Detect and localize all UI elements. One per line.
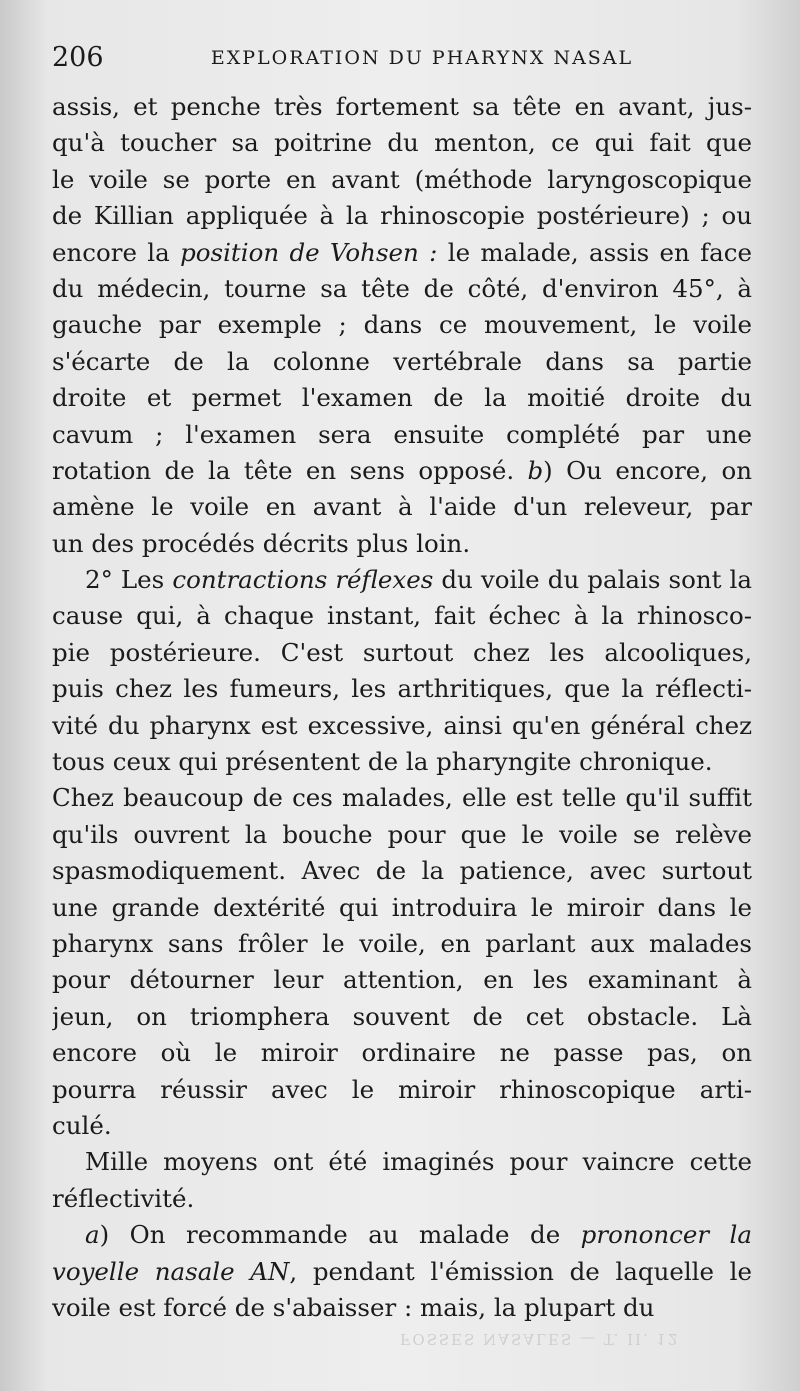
- text-segment: , pendant l'émission de laquelle le: [289, 1256, 752, 1286]
- text-segment: ) On recommande au malade de: [99, 1220, 581, 1250]
- italic-text: position de Vohsen :: [180, 237, 438, 267]
- italic-text: a: [85, 1220, 100, 1250]
- text-line: [52, 1108, 752, 1144]
- text-line: [52, 1217, 752, 1253]
- text-segment: du médecin, tourne sa tête de côté, d'environ 45°, à: [52, 273, 752, 303]
- text-segment: puis chez les fumeurs, les arthritiques, que la réflecti-: [52, 674, 752, 704]
- text-line: [52, 671, 752, 707]
- text-segment: ) Ou encore, on: [543, 455, 752, 485]
- text-segment: Chez beaucoup de ces malades, elle est telle qu'il suffit: [52, 783, 752, 813]
- text-segment: pourra réussir avec le miroir rhinoscopique arti-: [52, 1074, 752, 1104]
- text-segment: qu'à toucher sa poitrine du menton, ce qui fait que: [52, 128, 752, 158]
- text-line: [52, 1144, 752, 1180]
- text-line: [52, 598, 752, 634]
- text-line: [52, 635, 752, 671]
- text-line: [52, 708, 752, 744]
- text-line: [52, 380, 752, 416]
- text-segment: de Killian appliquée à la rhinoscopie postérieure) ; ou: [52, 201, 752, 231]
- text-segment: tous ceux qui présentent de la pharyngite chronique.: [52, 747, 713, 777]
- text-segment: pie postérieure. C'est surtout chez les alcooliques,: [52, 637, 752, 667]
- text-segment: gauche par exemple ; dans ce mouvement, le voile: [52, 310, 752, 340]
- text-line: [52, 926, 752, 962]
- text-line: [52, 526, 752, 562]
- text-segment: le malade, assis en face: [437, 237, 752, 267]
- text-segment: cavum ; l'examen sera ensuite complété par une: [52, 419, 752, 449]
- text-line: [52, 162, 752, 198]
- text-line: [52, 1072, 752, 1108]
- text-segment: le voile se porte en avant (méthode laryngoscopique: [52, 164, 752, 194]
- text-segment: encore où le miroir ordinaire ne passe pas, on: [52, 1038, 752, 1068]
- page-number: 206: [52, 42, 104, 73]
- text-line: [52, 1254, 752, 1290]
- page-header: [52, 38, 752, 78]
- text-line: [52, 780, 752, 816]
- text-segment: spasmodiquement. Avec de la patience, avec surtout: [52, 856, 752, 886]
- italic-text: prononcer la: [580, 1220, 752, 1250]
- bleed-through-footer: FOSSES NASALES — T. II. 12: [400, 1330, 680, 1348]
- text-segment: pour détourner leur attention, en les examinant à: [52, 965, 752, 995]
- text-line: [52, 344, 752, 380]
- text-segment: vité du pharynx est excessive, ainsi qu'en général chez: [52, 710, 752, 740]
- text-segment: s'écarte de la colonne vertébrale dans sa partie: [52, 346, 752, 376]
- text-segment: assis, et penche très fortement sa tête en avant, jus-: [52, 92, 752, 121]
- text-segment: qu'ils ouvrent la bouche pour que le voile se relève: [52, 819, 752, 849]
- text-line: [52, 453, 752, 489]
- text-segment: du voile du palais sont la: [433, 565, 752, 595]
- text-line: [52, 198, 752, 234]
- italic-text: contractions réflexes: [172, 565, 434, 595]
- text-segment: une grande dextérité qui introduira le miroir dans le: [52, 892, 752, 922]
- text-segment: rotation de la tête en sens opposé.: [52, 455, 528, 485]
- text-line: [52, 1290, 752, 1326]
- text-segment: culé.: [52, 1110, 112, 1140]
- text-line: [52, 744, 752, 780]
- text-segment: 2° Les: [85, 565, 173, 595]
- text-line: [52, 853, 752, 889]
- text-line: [52, 962, 752, 998]
- text-line: [52, 89, 752, 125]
- text-line: [52, 125, 752, 161]
- text-line: [52, 271, 752, 307]
- italic-text: b: [527, 455, 544, 485]
- text-segment: voile est forcé de s'abaisser : mais, la plupart du: [52, 1292, 655, 1322]
- text-line: [52, 562, 752, 598]
- text-line: [52, 999, 752, 1035]
- text-segment: réflectivité.: [52, 1183, 195, 1213]
- text-line: [52, 1181, 752, 1217]
- text-segment: cause qui, à chaque instant, fait échec à la rhinosco-: [52, 601, 752, 631]
- text-segment: un des procédés décrits plus loin.: [52, 528, 471, 558]
- text-segment: pharynx sans frôler le voile, en parlant aux malades: [52, 928, 752, 958]
- text-segment: amène le voile en avant à l'aide d'un releveur, par: [52, 492, 752, 522]
- text-line: [52, 235, 752, 271]
- italic-text: voyelle nasale AN: [52, 1256, 290, 1286]
- text-line: [52, 1035, 752, 1071]
- text-line: [52, 307, 752, 343]
- text-segment: droite et permet l'examen de la moitié droite du: [52, 383, 752, 413]
- text-line: [52, 489, 752, 525]
- text-segment: jeun, on triomphera souvent de cet obstacle. Là: [52, 1001, 752, 1031]
- text-segment: encore la: [52, 237, 181, 267]
- body-text: [52, 89, 752, 1326]
- text-line: [52, 817, 752, 853]
- text-segment: Mille moyens ont été imaginés pour vaincre cette: [85, 1147, 752, 1177]
- running-head: EXPLORATION DU PHARYNX NASAL: [210, 47, 634, 69]
- text-line: [52, 890, 752, 926]
- text-line: [52, 417, 752, 453]
